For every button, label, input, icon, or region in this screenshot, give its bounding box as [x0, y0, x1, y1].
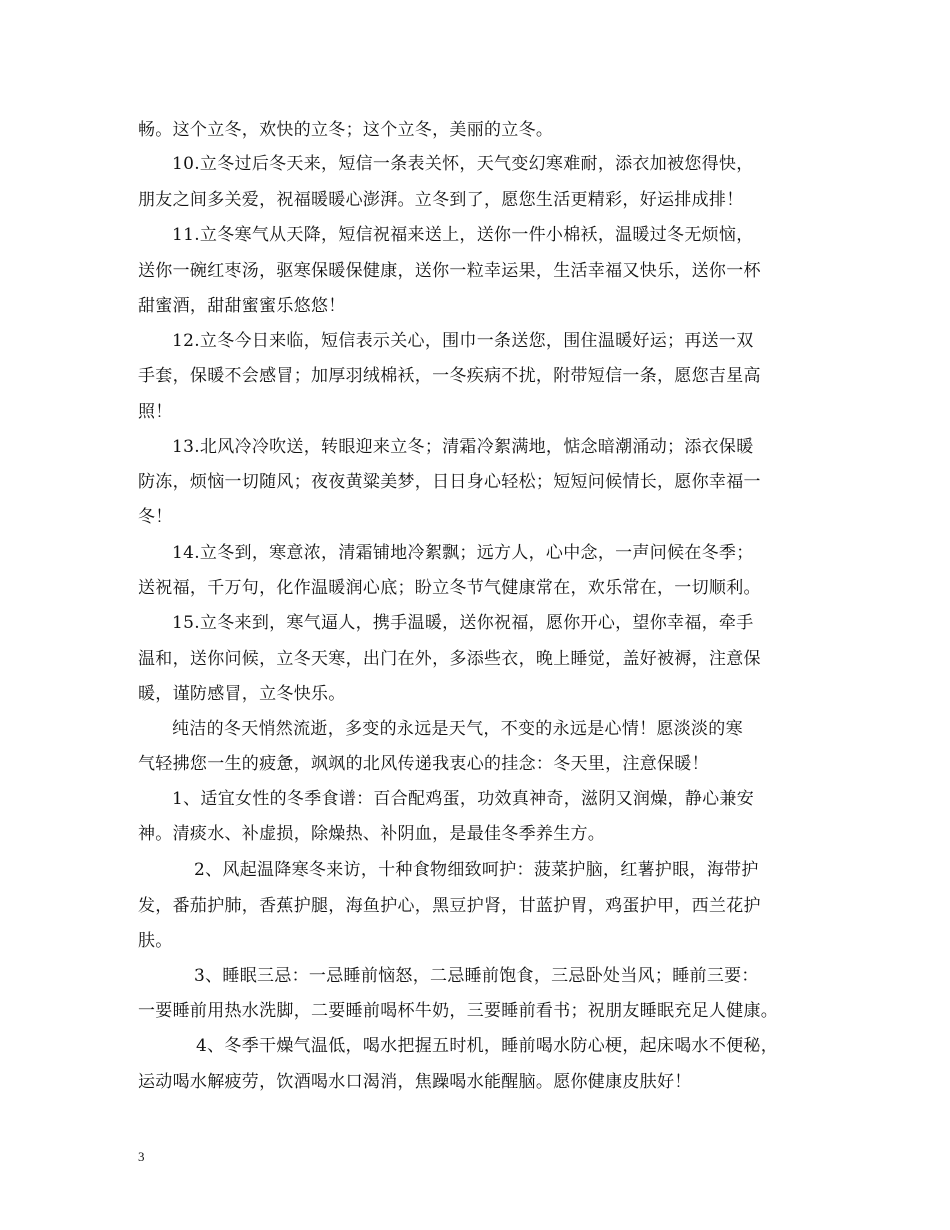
text-line: 送你一碗红枣汤，驱寒保暖保健康，送你一粒幸运果，生活幸福又快乐，送你一杯: [138, 261, 761, 281]
text-line: 1、适宜女性的冬季食谱：百合配鸡蛋，功效真神奇，滋阴又润燥，静心兼安: [172, 789, 755, 809]
text-line: 纯洁的冬天悄然流逝，多变的永远是天气，不变的永远是心情！愿淡淡的寒: [172, 719, 743, 739]
text-line: 暖，谨防感冒，立冬快乐。: [138, 684, 346, 704]
text-line: 畅。这个立冬，欢快的立冬；这个立冬，美丽的立冬。: [138, 120, 554, 140]
text-line: 甜蜜酒，甜甜蜜蜜乐悠悠！: [138, 296, 346, 316]
text-line: 照！: [138, 402, 173, 422]
text-line: 神。清痰水、补虚损，除燥热、补阴血，是最佳冬季养生方。: [138, 824, 606, 844]
text-line: 送祝福，千万句，化作温暖润心底；盼立冬节气健康常在，欢乐常在，一切顺利。: [138, 578, 761, 598]
text-line: 肤。: [138, 931, 173, 951]
text-line: 温和，送你问候，立冬天寒，出门在外，多添些衣，晚上睡觉，盖好被褥，注意保: [138, 649, 761, 669]
text-line: 3、睡眠三忌：一忌睡前恼怒，二忌睡前饱食，三忌卧处当风；睡前三要：: [194, 966, 759, 986]
text-line: 朋友之间多关爱，祝福暖暖心澎湃。立冬到了，愿您生活更精彩，好运排成排！: [138, 190, 744, 210]
text-line: 11.立冬寒气从天降，短信祝福来送上，送你一件小棉袄，温暖过冬无烦恼，: [172, 225, 754, 245]
text-line: 4、冬季干燥气温低，喝水把握五时机，睡前喝水防心梗，起床喝水不便秘，: [196, 1036, 779, 1056]
text-line: 冬！: [138, 507, 173, 527]
text-line: 15.立冬来到，寒气逼人，携手温暖，送你祝福，愿你开心，望你幸福，牵手: [172, 613, 754, 633]
text-line: 运动喝水解疲劳，饮酒喝水口渴消，焦躁喝水能醒脑。愿你健康皮肤好！: [138, 1072, 692, 1092]
text-line: 13.北风冷冷吹送，转眼迎来立冬；清霜冷絮满地，惦念暗潮涌动；添衣保暖: [172, 437, 754, 457]
text-line: 10.立冬过后冬天来，短信一条表关怀，天气变幻寒难耐，添衣加被您得快，: [172, 154, 754, 174]
page-number: 3: [138, 1149, 145, 1164]
text-line: 14.立冬到，寒意浓，清霜铺地冷絮飘；远方人，心中念，一声问候在冬季；: [172, 543, 754, 563]
text-line: 发，番茄护肺，香蕉护腿，海鱼护心，黑豆护肾，甘蓝护胃，鸡蛋护甲，西兰花护: [138, 896, 761, 916]
text-line: 防冻，烦恼一切随风；夜夜黄粱美梦，日日身心轻松；短短问候情长，愿你幸福一: [138, 472, 761, 492]
text-line: 12.立冬今日来临，短信表示关心，围巾一条送您，围住温暖好运；再送一双: [172, 331, 754, 351]
text-line: 气轻拂您一生的疲惫，飒飒的北风传递我衷心的挂念：冬天里，注意保暖！: [138, 754, 709, 774]
text-line: 一要睡前用热水洗脚，二要睡前喝杯牛奶，三要睡前看书；祝朋友睡眠充足人健康。: [138, 1001, 779, 1021]
text-line: 2、风起温降寒冬来访，十种食物细致呵护：菠菜护脑，红薯护眼，海带护: [194, 860, 759, 880]
text-line: 手套，保暖不会感冒；加厚羽绒棉袄，一冬疾病不扰，附带短信一条，愿您吉星高: [138, 366, 761, 386]
